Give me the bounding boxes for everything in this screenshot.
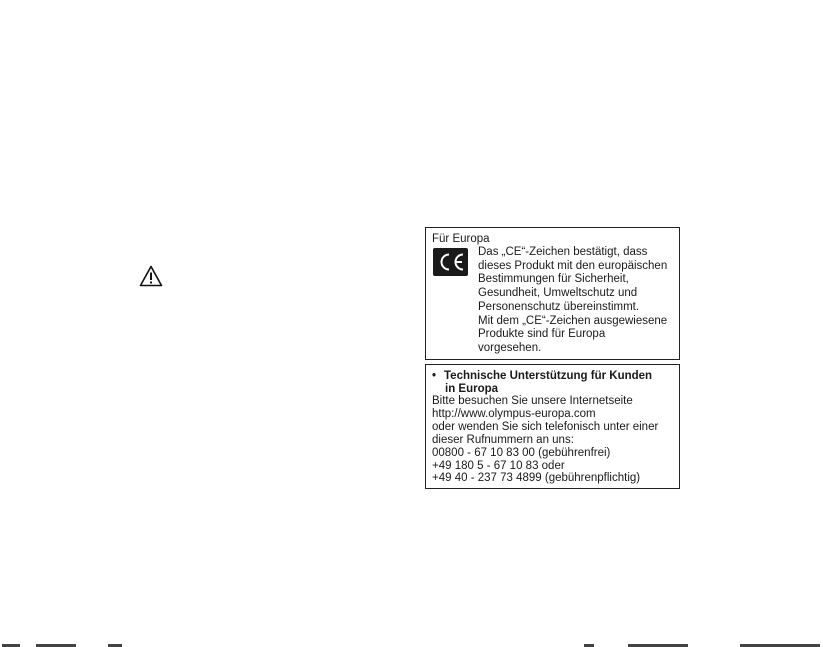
bullet-icon: • [432, 370, 437, 382]
ce-notice-box [425, 227, 680, 360]
support-heading [432, 370, 652, 395]
ce-line: Produkte sind für Europa [478, 328, 606, 341]
ce-line: dieses Produkt mit den europäischen [478, 259, 668, 272]
phone-number: +49 180 5 - 67 10 83 oder [432, 459, 565, 472]
phone-number: 00800 - 67 10 83 00 (gebührenfrei) [432, 446, 611, 459]
ce-line: Gesundheit, Umweltschutz und [478, 287, 638, 300]
support-body [432, 395, 658, 485]
warning-triangle-icon [139, 265, 163, 287]
ce-line: Das „CE“-Zeichen bestätigt, dass [478, 246, 648, 258]
ce-mark-icon [433, 248, 468, 276]
support-url: http://www.olympus-europa.com [432, 407, 596, 420]
support-heading-line: in Europa [445, 382, 499, 395]
support-line: Bitte besuchen Sie unsere Internetseite [432, 395, 633, 407]
support-box [425, 364, 680, 489]
support-heading-line: Technische Unterstützung für Kunden [444, 370, 653, 382]
ce-line: Mit dem „CE“-Zeichen ausgewiesene [478, 314, 668, 327]
support-line: oder wenden Sie sich telefonisch unter einer [432, 420, 659, 433]
support-line: dieser Rufnummern an uns: [432, 433, 574, 446]
phone-number: +49 40 - 237 73 4899 (gebührenpflichtig) [432, 472, 641, 485]
ce-line: Personenschutz übereinstimmt. [478, 300, 640, 313]
ce-line: vorgesehen. [478, 341, 542, 354]
ce-heading: Für Europa [432, 233, 490, 245]
cropped-text-strip [0, 643, 823, 647]
ce-description [478, 246, 683, 356]
ce-line: Bestimmungen für Sicherheit, [478, 273, 629, 286]
